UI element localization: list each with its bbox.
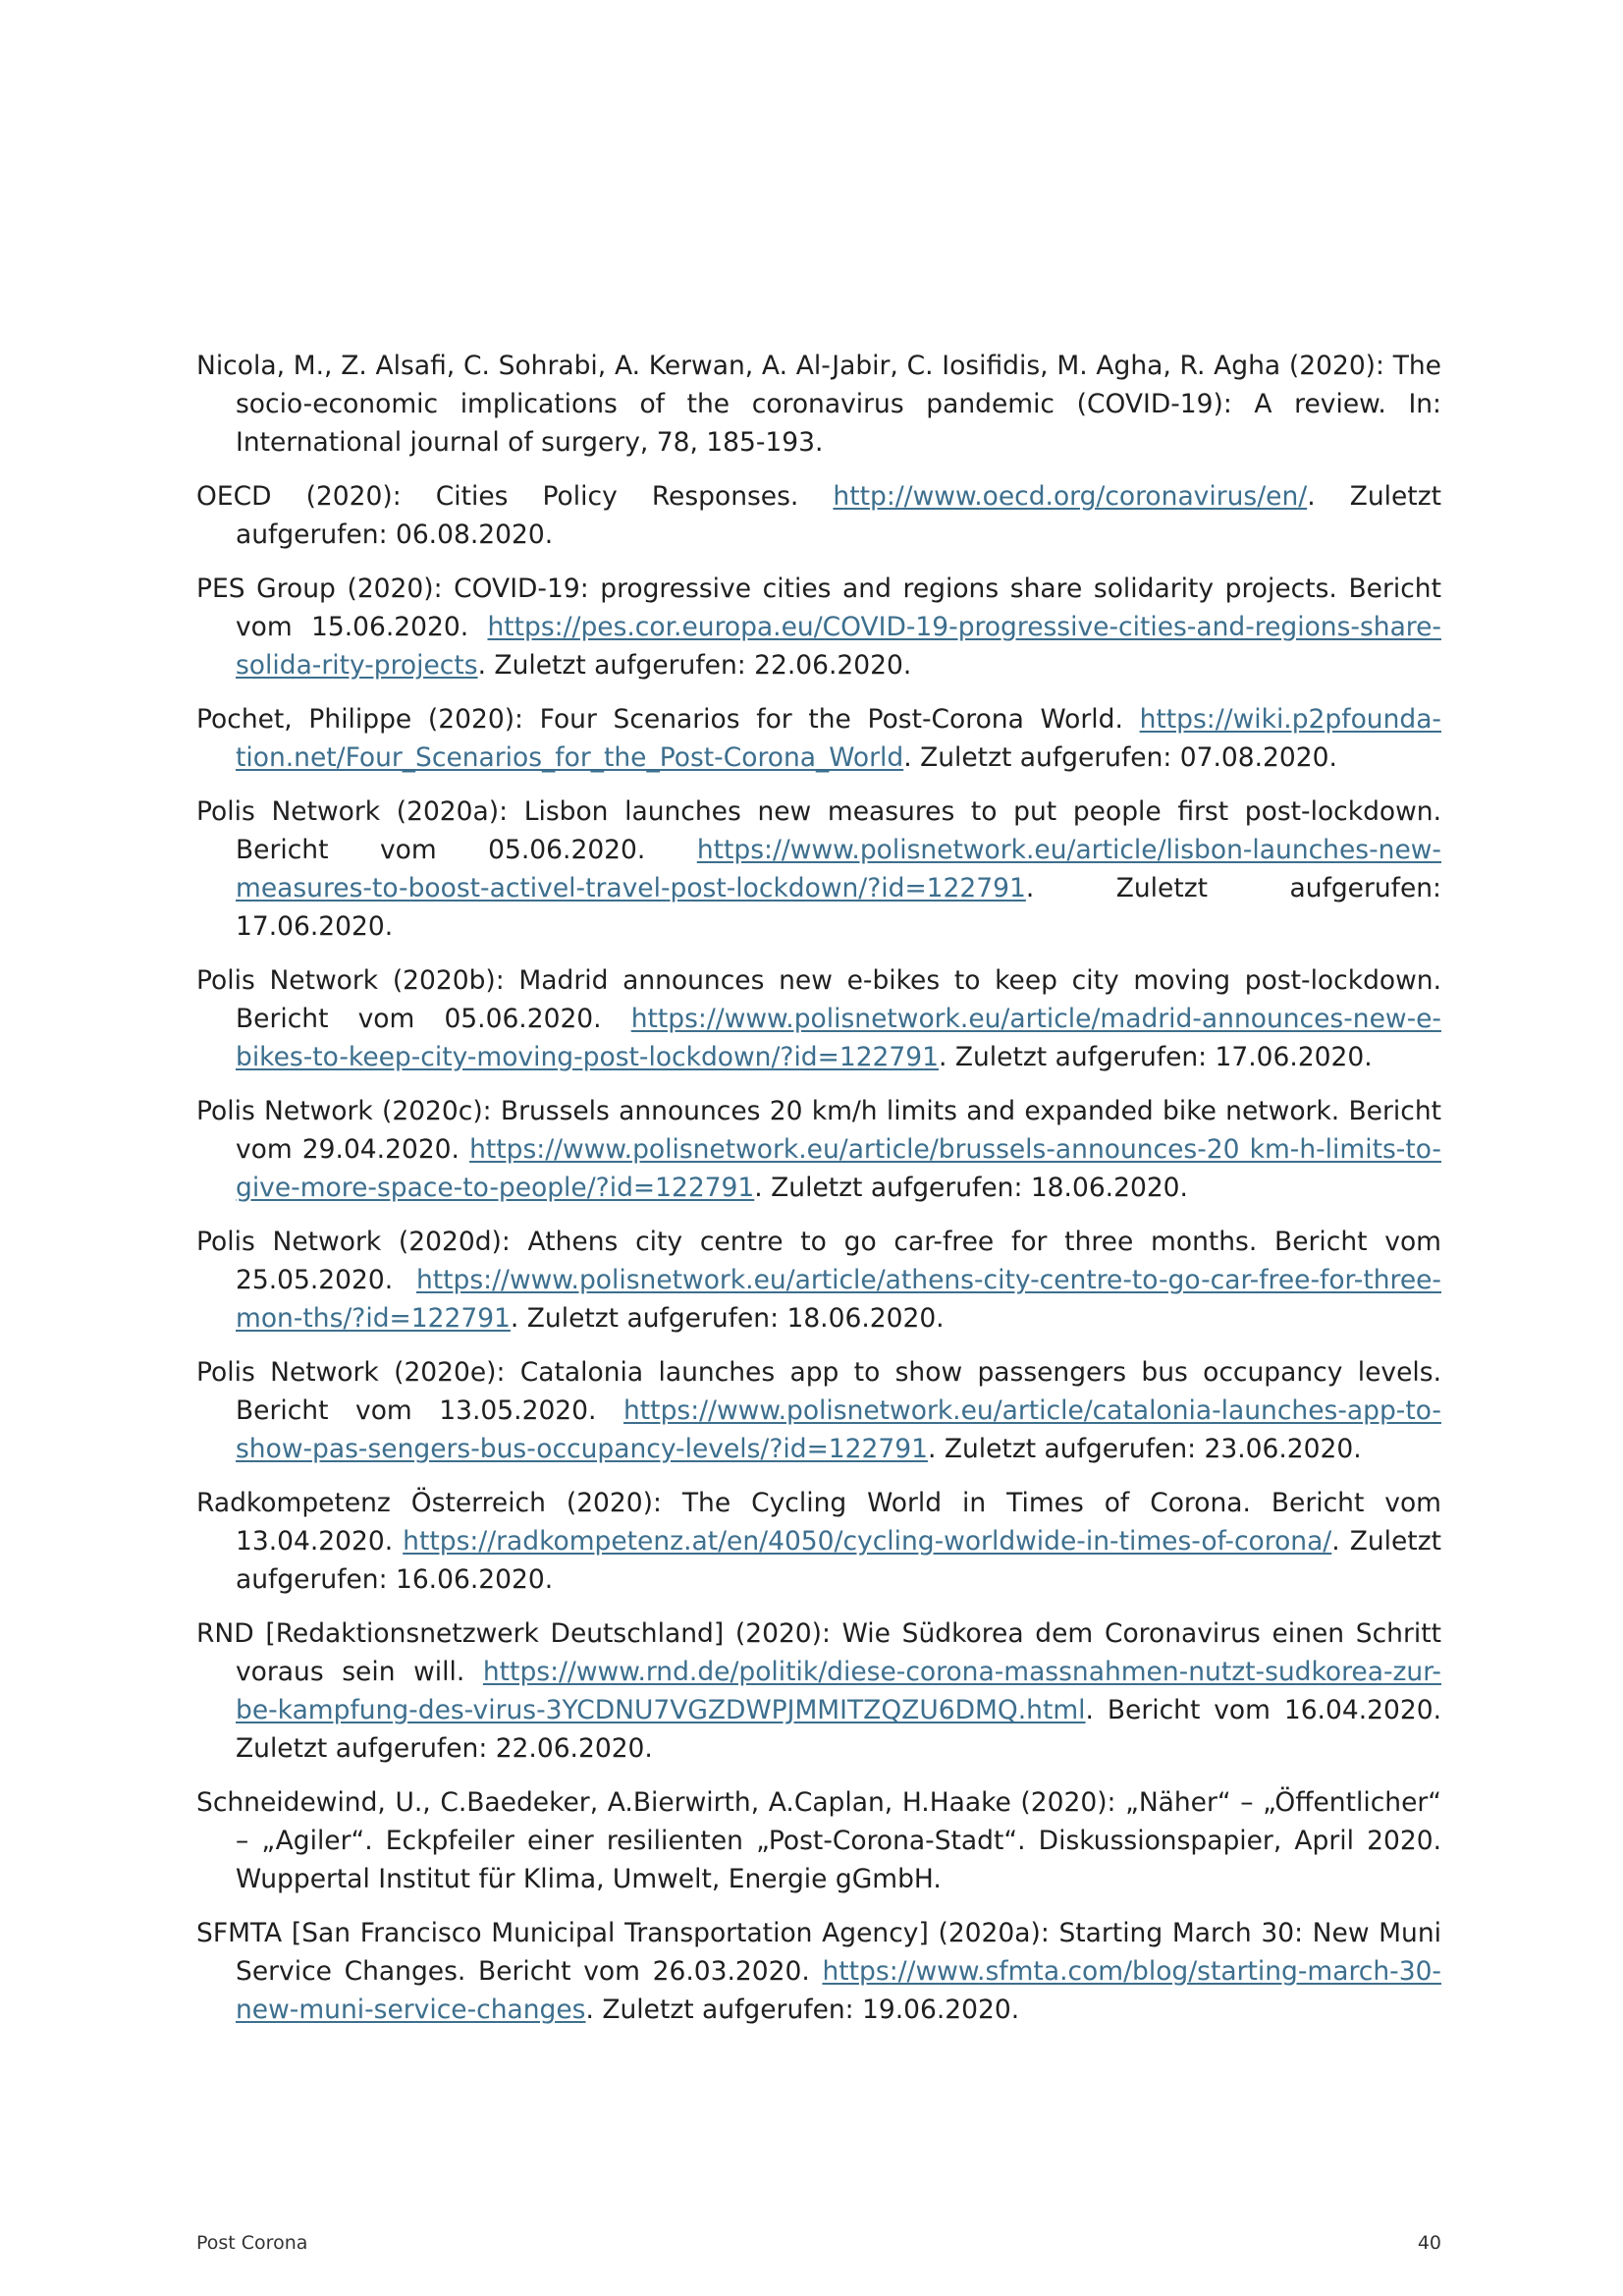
reference-list (196, 347, 1441, 2045)
reference-text: Polis Network (2020a): Lisbon launches new measures to put people first post-lockdown. Bericht vom 05.06.2020. (196, 796, 1441, 865)
reference-text: RND [Redaktionsnetzwerk Deutschland] (2020): Wie Südkorea dem Coronavirus einen Schritt voraus sein will. (196, 1618, 1441, 1687)
reference-entry (196, 1353, 1441, 1468)
reference-link[interactable]: https://www.polisnetwork.eu/article/madrid-announces-new-e-bikes-to-keep-city-moving-post-lockdown/?id=122791 (236, 1004, 1441, 1072)
reference-text-after: . Zuletzt aufgerufen: 23.06.2020. (927, 1434, 1362, 1464)
reference-entry (196, 1484, 1441, 1599)
reference-text: Nicola, M., Z. Alsafi, C. Sohrabi, A. Kerwan, A. Al-Jabir, C. Iosifidis, M. Agha, R. Agha (2020): The socio-economic implications of the coronavirus pandemic (COVID-19): A review. In: International journal of surgery, 78, 185-193. (196, 351, 1441, 458)
reference-link[interactable]: https://www.polisnetwork.eu/article/lisbon-launches-new-measures-to-boost-activel-travel-post-lockdown/?id=122791 (236, 835, 1441, 903)
reference-text: Polis Network (2020e): Catalonia launches app to show passengers bus occupancy levels. Bericht vom 13.05.2020. (196, 1357, 1441, 1426)
reference-entry (196, 1092, 1441, 1207)
reference-text: Radkompetenz Österreich (2020): The Cycling World in Times of Corona. Bericht vom 13.04.2020. (196, 1488, 1441, 1557)
reference-entry (196, 477, 1441, 554)
reference-text: Schneidewind, U., C.Baedeker, A.Bierwirth, A.Caplan, H.Haake (2020): „Näher“ – „Öffentlicher“ – „Agiler“. Eckpfeiler einer resilienten „Post-Corona-Stadt“. Diskussionspapier, April 2020. Wuppertal Institut für Klima, Umwelt, Energie gGmbH. (196, 1787, 1441, 1894)
reference-link[interactable]: https://www.sfmta.com/blog/starting-march-30-new-muni-service-changes (236, 1956, 1441, 2025)
reference-link[interactable]: https://www.polisnetwork.eu/article/catalonia-launches-app-to-show-pas-sengers-bus-occupancy-levels/?id=122791 (236, 1395, 1441, 1464)
reference-link[interactable]: https://radkompetenz.at/en/4050/cycling-worldwide-in-times-of-corona/ (403, 1526, 1332, 1557)
reference-link[interactable]: https://www.polisnetwork.eu/article/athens-city-centre-to-go-car-free-for-three-mon-ths/?id=122791 (236, 1265, 1441, 1334)
reference-link[interactable]: https://pes.cor.europa.eu/COVID-19-progressive-cities-and-regions-share-solida-rity-projects (236, 612, 1441, 681)
reference-text-after: . Zuletzt aufgerufen: 22.06.2020. (477, 650, 912, 681)
reference-text: Polis Network (2020c): Brussels announces 20 km/h limits and expanded bike network. Bericht vom 29.04.2020. (196, 1096, 1441, 1165)
reference-text: Pochet, Philippe (2020): Four Scenarios for the Post-Corona World. (196, 704, 1140, 735)
reference-text-after: . Bericht vom 16.04.2020. Zuletzt aufgerufen: 22.06.2020. (236, 1695, 1441, 1764)
page-number: 40 (1417, 2232, 1441, 2254)
reference-text-after: . Zuletzt aufgerufen: 07.08.2020. (903, 742, 1337, 773)
reference-text: OECD (2020): Cities Policy Responses. (196, 481, 834, 512)
reference-entry (196, 700, 1441, 777)
reference-entry (196, 961, 1441, 1076)
reference-text-after: . Zuletzt aufgerufen: 16.06.2020. (236, 1526, 1441, 1595)
reference-entry (196, 793, 1441, 946)
reference-link[interactable]: https://www.polisnetwork.eu/article/brussels-announces-20 km-h-limits-to-give-more-space-to-people/?id=122791 (236, 1134, 1441, 1203)
reference-entry (196, 570, 1441, 684)
reference-text-after: . Zuletzt aufgerufen: 18.06.2020. (754, 1173, 1188, 1203)
reference-link[interactable]: http://www.oecd.org/coronavirus/en/ (833, 481, 1308, 512)
reference-link[interactable]: https://wiki.p2pfounda-tion.net/Four_Scenarios_for_the_Post-Corona_World (236, 704, 1441, 773)
reference-text: Polis Network (2020d): Athens city centre to go car-free for three months. Bericht vom 25.05.2020. (196, 1227, 1441, 1295)
page-footer (196, 2232, 1441, 2254)
reference-text: SFMTA [San Francisco Municipal Transportation Agency] (2020a): Starting March 30: New Muni Service Changes. Bericht vom 26.03.2020. (196, 1918, 1441, 1987)
reference-link[interactable]: https://www.rnd.de/politik/diese-corona-massnahmen-nutzt-sudkorea-zur-be-kampfung-des-virus-3YCDNU7VGZDWPJMMITZQZU6DMQ.html (236, 1657, 1441, 1725)
reference-entry (196, 1223, 1441, 1338)
footer-title: Post Corona (196, 2232, 308, 2254)
reference-text-after: . Zuletzt aufgerufen: 17.06.2020. (236, 873, 1441, 942)
reference-text: PES Group (2020): COVID-19: progressive cities and regions share solidarity projects. Bericht vom 15.06.2020. (196, 574, 1441, 642)
reference-entry (196, 1783, 1441, 1898)
reference-text-after: . Zuletzt aufgerufen: 19.06.2020. (585, 1995, 1020, 2025)
reference-entry (196, 1614, 1441, 1768)
reference-text-after: . Zuletzt aufgerufen: 18.06.2020. (510, 1303, 945, 1334)
reference-text-after: . Zuletzt aufgerufen: 17.06.2020. (939, 1042, 1373, 1072)
reference-entry (196, 1914, 1441, 2029)
reference-text-after: . Zuletzt aufgerufen: 06.08.2020. (236, 481, 1441, 550)
reference-text: Polis Network (2020b): Madrid announces new e-bikes to keep city moving post-lockdown. Bericht vom 05.06.2020. (196, 965, 1441, 1034)
reference-entry (196, 347, 1441, 462)
